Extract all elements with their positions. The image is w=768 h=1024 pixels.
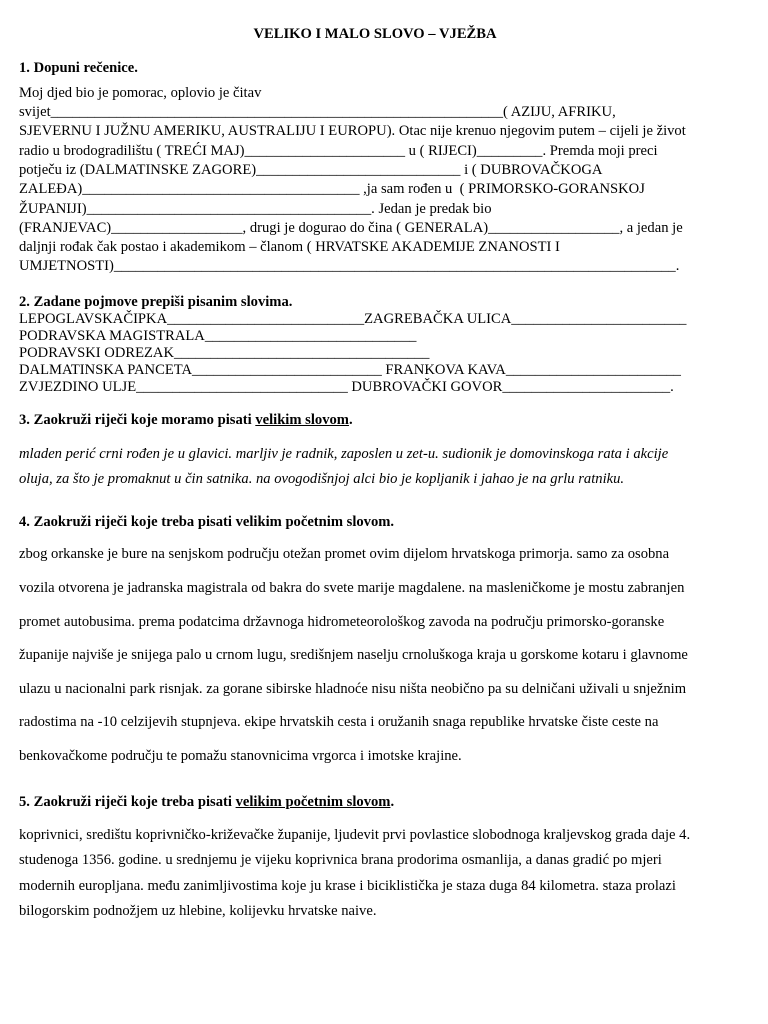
task4-line: županije najviše je snijega palo u crnom lugu, središnjem naselju crnolušкoga kraja u gorskome kotaru i glavnome (19, 647, 688, 663)
task4-line: vozila otvorena je jadranska magistrala od bakra do svete marije magdalene. na masleničkome je mostu zabranjen (19, 580, 685, 596)
task2-line: ZVJEZDINO ULJE_____________________________ DUBROVAČKI GOVOR_______________________. (19, 379, 674, 395)
task5-line: bilogorskim podnožjem uz hlebine, kolijevku hrvatske naive. (19, 903, 377, 919)
task4-line: ulazu u nacionalni park risnjak. za gorane sibirske hladnoće nisu ništa neobično pa su delničani uživali u snježnim (19, 681, 687, 697)
task5-line: studenoga 1356. godine. u srednjemu je vijeku koprivnica brana prodorima osmanlija, a danas gradić po mjeri (19, 852, 662, 868)
task2-line: DALMATINSKA PANCETA__________________________ FRANKOVA KAVA________________________ (19, 362, 681, 378)
task4-line: benkovačkome području te pomažu stanovnicima vrgorca i imotske krajine. (19, 748, 462, 764)
task1-heading: 1. Dopuni rečenice. (19, 60, 138, 76)
task1-line: SJEVERNU I JUŽNU AMERIKU, AUSTRALIJU I EUROPU). Otac nije krenuo njegovim putem – cijeli je život (19, 123, 686, 139)
task5-heading-end: . (390, 794, 395, 810)
task4-line: radostima na -10 celzijevih stupnjeva. ekipe hrvatskih cesta i oružanih snaga republike hrvatske čiste ceste na (19, 714, 659, 730)
task3-line: mladen perić crni rođen je u glavici. marljiv je radnik, zaposlen u zet-u. sudionik je domovinskoga rata i akcije (19, 446, 669, 462)
task2-line: LEPOGLAVSKAČIPKA___________________________ZAGREBAČKA ULICA________________________ (19, 311, 687, 327)
task4-line: zbog orkanske je bure na senjskom području otežan promet ovim dijelom hrvatskoga primorja. samo za osobna (19, 546, 670, 562)
task5-line: modernih europljana. među zanimljivostima koje ju krase i biciklistička je staza duga 84 kilometra. staza prolazi (19, 878, 676, 894)
task2-line: PODRAVSKA MAGISTRALA_____________________________ (19, 328, 417, 344)
task4-line: promet autobusima. prema podatcima državnoga hidrometeorološkog zavoda na području primorsko-goranske (19, 614, 665, 630)
task5-heading-underlined: velikim početnim slovom (235, 794, 391, 810)
task3-line: oluja, za što je promaknut u čin satnika. na ovogodišnjoj alci bio je kopljanik i jahao je na grlu ratniku. (19, 471, 625, 487)
task1-line: (FRANJEVAC)__________________, drugi je dogurao do čina ( GENERALA)__________________, a jedan je (19, 220, 683, 236)
task1-line: svijet______________________________________________________________( AZIJU, AFRIKU, (19, 104, 616, 120)
task3-heading-end: . (348, 412, 353, 428)
page-title: VELIKO I MALO SLOVO – VJEŽBA (253, 26, 497, 42)
task4-heading: 4. Zaokruži riječi koje treba pisati velikim početnim slovom. (19, 514, 395, 530)
task1-line: radio u brodogradilištu ( TREĆI MAJ)______________________ u ( RIJECI)_________. Premda moji preci (19, 143, 658, 159)
task1-line: Moj djed bio je pomorac, oplovio je čitav (19, 85, 262, 101)
task3-heading (19, 411, 353, 429)
task2-heading: 2. Zadane pojmove prepiši pisanim slovima. (19, 294, 293, 310)
task1-line: ZALEĐA)______________________________________ ,ja sam rođen u ( PRIMORSKO-GORANSKOJ (19, 181, 645, 197)
task5-heading (19, 793, 394, 811)
task2-line: PODRAVSKI ODREZAK___________________________________ (19, 345, 430, 361)
task1-line: ŽUPANIJI)_______________________________________. Jedan je predak bio (19, 201, 492, 217)
task3-heading-underlined: velikim slovom (255, 412, 349, 428)
task1-line: daljnji rođak čak postao i akademikom – članom ( HRVATSKE AKADEMIJE ZNANOSTI I (19, 239, 560, 255)
task5-heading-text: 5. Zaokruži riječi koje treba pisati (19, 794, 236, 810)
task1-line: UMJETNOSTI)_____________________________________________________________________________. (19, 258, 680, 274)
task3-heading-text: 3. Zaokruži riječi koje moramo pisati (19, 412, 256, 428)
task5-line: koprivnici, središtu koprivničko-križevačke županije, ljudevit prvi povlastice slobodnoga kraljevskog grada daje 4. (19, 827, 691, 843)
task1-line: potječu iz (DALMATINSKE ZAGORE)____________________________ i ( DUBROVAČKOGA (19, 162, 603, 178)
